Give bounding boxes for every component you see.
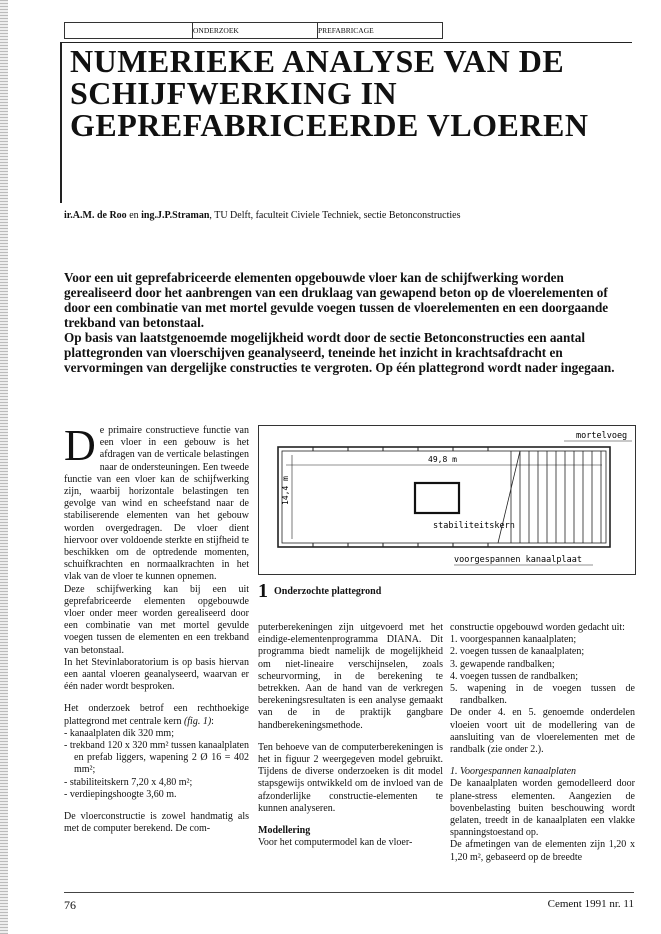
kanaalplaat-label: voorgespannen kanaalplaat bbox=[454, 555, 582, 565]
figure-caption bbox=[258, 580, 381, 603]
list-item: 1. voorgespannen kanaalplaten; bbox=[450, 634, 577, 646]
list-item: - trekband 120 x 320 mm² tussen kanaalplaten en prefab liggers, wapening 2 Ø 16 = 402 mm²; bbox=[64, 740, 249, 776]
author-1: ir.A.M. de Roo bbox=[64, 210, 127, 221]
lead-p2: Op basis van laatstgenoemde mogelijkheid wordt door de sectie Betonconstructies een aantal plattegronden van vloerschijven geanalyseerd, teneinde het inzicht in krachtsafdracht en vervormingen van dergelijke constructies te vergroten. Op één plattegrond wordt nader ingegaan. bbox=[64, 330, 615, 375]
length-label: 49,8 m bbox=[428, 455, 457, 464]
author-affiliation: , TU Delft, faculteit Civiele Techniek, sectie Betonconstructies bbox=[209, 210, 461, 221]
col2-p1: puterberekeningen zijn uitgevoerd met het eindige-elementenprogramma DIANA. Dit programma biedt namelijk de mogelijkheid om niet-lineaire verschijnselen, zoals scheurvorming, in de berekening te betrekken. Aan de hand van de verkregen berekeningsresultaten is een analyse gemaakt van de in de praktijk gangbare handberekeningsmethode. bbox=[258, 622, 443, 731]
figure-reference: (fig. 1) bbox=[183, 715, 212, 727]
list-item: - stabiliteitskern 7,20 x 4,80 m²; bbox=[64, 776, 193, 788]
figure-number: 1 bbox=[258, 580, 268, 602]
author-2: ing.J.P.Straman bbox=[141, 210, 210, 221]
col1-p3: In het Stevinlaboratorium is op basis hiervan een aantal vloeren geanalyseerd, waarvan er één nader wordt besproken. bbox=[64, 656, 249, 693]
list-item: 2. voegen tussen de kanaalplaten; bbox=[450, 646, 585, 658]
list-item: - verdiepingshoogte 3,60 m. bbox=[64, 788, 177, 800]
binding-edge bbox=[0, 0, 8, 934]
intro-text: e primaire constructieve functie van een vloer in een gebouw is het afdragen van de verticale belastingen naar de ondersteuningen. Een tweede functie van een vloer kan de schijfwerking zijn, waarbij horizontale belastingen ten gevolge van wind en scheefstand naar de stabiliserende elementen van het gebouw worden overgedragen. De vloer dient hiervoor over voldoende sterkte en stijfheid te beschikken om de optredende momenten, schuifkrachten en normaalkrachten in het vlak van de vloer te kunnen opnemen. bbox=[64, 425, 249, 583]
col1-p4-end: : bbox=[211, 715, 214, 727]
author-conjunction: en bbox=[126, 210, 142, 221]
col2-p3: Voor het computermodel kan de vloer- bbox=[258, 837, 413, 849]
figure-1-floorplan bbox=[258, 425, 636, 605]
col3-p3: De kanaalplaten worden gemodelleerd door plane-stress elementen. Aangezien de bovenbelasting buiten beschouwing wordt gelaten, treedt in de kanaalplaten een vlakke spanningstoestand op. bbox=[450, 778, 635, 839]
specs-list bbox=[64, 728, 249, 801]
column-2 bbox=[258, 622, 443, 849]
mortelvoeg-label: mortelvoeg bbox=[576, 431, 628, 441]
lead-p1: Voor een uit geprefabriceerde elementen opgebouwde vloer kan de schijfwerking worden gerealiseerd door het aanbrengen van een druklaag van gewapend beton op de vloerelementen of door een combinatie van met mortel gevulde voegen tussen de vloerelementen en een doorgaande trekband van betonstaal. bbox=[64, 270, 609, 330]
lead-paragraph bbox=[64, 270, 634, 375]
model-parts-list bbox=[450, 634, 635, 707]
figure-caption-text: Onderzochte plattegrond bbox=[274, 586, 382, 597]
col1-p2: Deze schijfwerking kan bij een uit geprefabriceerde elementen opgebouwde vloer onder meer worden gerealiseerd door een combinatie van met mortel gevulde voegen tussen de elementen en een trekband van betonstaal. bbox=[64, 583, 249, 656]
list-item: 4. voegen tussen de randbalken; bbox=[450, 670, 579, 682]
section-header bbox=[64, 22, 443, 39]
col1-p4-text: Het onderzoek betrof een rechthoekige plattegrond met centrale kern bbox=[64, 703, 249, 727]
list-item: 5. wapening in de voegen tussen de randbalken. bbox=[450, 683, 635, 707]
col2-p2: Ten behoeve van de computerberekeningen is het in figuur 2 weergegeven model gebruikt. Tijdens de diverse onderzoeken is dit model stapsgewijs ontwikkeld om de invloed van de afzonderlijke constructie-elementen te kunnen analyseren. bbox=[258, 741, 443, 814]
drop-cap: D bbox=[64, 421, 96, 470]
col3-p4: De afmetingen van de elementen zijn 1,20 x 1,20 m², gebaseerd op de breedte bbox=[450, 839, 635, 863]
col1-p4 bbox=[64, 703, 249, 727]
edge-beam-joints bbox=[313, 447, 488, 547]
article-title: NUMERIEKE ANALYSE VAN DE SCHIJFWERKING IN GEPREFABRICEERDE VLOEREN bbox=[70, 43, 589, 143]
column-1 bbox=[64, 421, 249, 836]
header-tab-onderzoek: ONDERZOEK bbox=[190, 23, 318, 38]
column-3 bbox=[450, 622, 635, 864]
author-line bbox=[64, 210, 460, 221]
header-tab-prefabricage: PREFABRICAGE bbox=[318, 26, 374, 35]
col3-p2: De onder 4. en 5. genoemde onderdelen vloeien voort uit de modellering van de aansluiting van de vloerelementen met de randbalk (zie onder 2.). bbox=[450, 707, 635, 756]
list-item: 3. gewapende randbalken; bbox=[450, 658, 555, 670]
col3-p1: constructie opgebouwd worden gedacht uit: bbox=[450, 622, 625, 633]
title-box bbox=[60, 42, 632, 203]
floorplan-drawing bbox=[258, 425, 636, 575]
journal-reference: Cement 1991 nr. 11 bbox=[547, 898, 634, 910]
core-label: stabiliteitskern bbox=[433, 521, 515, 531]
list-item: - kanaalplaten dik 320 mm; bbox=[64, 727, 174, 739]
width-label: 14,4 m bbox=[281, 476, 290, 505]
col1-p5: De vloerconstructie is zowel handmatig als met de computer berekend. De com- bbox=[64, 811, 249, 835]
footer-rule bbox=[64, 892, 634, 893]
figure-border bbox=[259, 426, 636, 575]
section-heading-modellering: Modellering bbox=[258, 825, 311, 837]
header-cell-empty bbox=[65, 23, 193, 38]
subsection-heading: 1. Voorgespannen kanaalplaten bbox=[450, 766, 577, 778]
stability-core bbox=[415, 483, 459, 513]
page-number: 76 bbox=[64, 898, 76, 912]
intro-paragraph bbox=[64, 421, 249, 584]
